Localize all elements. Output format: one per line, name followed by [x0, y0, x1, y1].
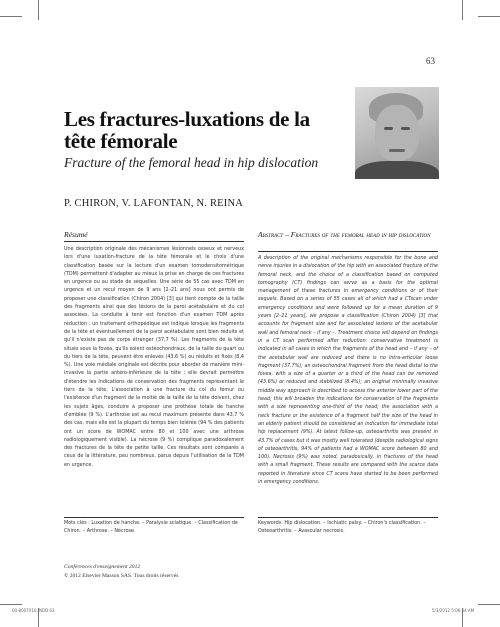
article-authors: P. CHIRON, V. LAFONTAN, N. REINA — [64, 198, 244, 209]
abstract-heading: Abstract – Fractures of the femoral head in hip dislocation — [258, 230, 431, 239]
resume-heading-rule — [64, 241, 244, 242]
crop-mark — [478, 16, 500, 17]
resume-heading: Résumé — [64, 230, 88, 239]
crop-mark — [0, 604, 22, 605]
resume-text: Une description originale des mécanismes lésionnels osseux et nerveux lors d'une luxation-fracture de la tête fémorale et le choix d'une classification basée sur la lecture d'un examen tomodensitométrique (TDM) permettent d'adapter au mieux la prise en charge de ces fractures en urgence ou au stade de séquelles. Une série de 55 cas avec TDM en urgence et un recul moyen de 9 ans [2–21 ans] nous ont permis de proposer une classification (Chiron 2004) [3] qui tient compte de la taille des fragments ainsi que des lésions de la paroi acétabulaire et du col associées. La conduite à tenir est fonction d'un examen TDM après réduction : un traitement orthopédique est indiqué lorsque les fragments de la tête et éventuellement de la paroi acétabulaire sont bien réduits et qu'il n'existe pas de corps étranger (37,7 %). Les fragments de la tête situés sous la fovéa, qu'ils soient ostéochondraux, de la taille du quart ou du tiers de la tête, peuvent être enlevés (43,6 %) ou réduits et fixés (8,4 %). Une voie médiale originale est décrite pour aborder de manière mini-invasive la partie antéro-inférieure de la tête ; elle devrait permettre d'étendre les indications de conservation des fragments représentant le tiers de la tête. L'association à une fracture du col du fémur ou l'existence d'un fragment de la moitié de la taille de la tête doivent, chez les sujets âgés, conduire à proposer une prothèse totale de hanche d'emblée (9 %). L'arthrose est au recul maximum présente dans 43,7 % des cas, mais elle est la plupart du temps bien tolérée (94 % des patients ont un score de WOMAC entre 80 et 100 avec une arthrose radiologiquement visible). La nécrose (9 %) complique paradoxalement des fractures de la tête de petite taille. Ces résultats sont comparés à ceux de la littérature, peu nombreux, parus depuis l'utilisation de la TDM en urgence. — [64, 246, 244, 468]
abstract-heading-rule — [258, 251, 438, 252]
crop-mark — [38, 0, 39, 20]
print-slug-left: 00-8007X10.INDD 63 — [12, 608, 55, 613]
resume-keywords-rule — [64, 517, 244, 518]
footer-conference: Conférences d'enseignement 2012 — [64, 564, 141, 570]
footer-copyright: © 2012 Elsevier Masson SAS. Tous droits réservés — [64, 573, 179, 579]
resume-keywords: Mots clés : Luxation de hanche. – Paralysie sciatique. – Classification de Chiron. – Arthrose. – Nécrose. — [64, 520, 238, 535]
abstract-keywords: Keywords: Hip dislocation. – Ischiatic palsy. – Chiron's classification. – Osteoarthritis. – Avascular necrosis. — [258, 520, 426, 535]
article-title: Les fractures-luxations de la tête fémorale — [64, 107, 310, 153]
author-photo — [355, 87, 439, 179]
crop-mark — [462, 0, 463, 20]
abstract-keywords-rule — [258, 517, 438, 518]
page-number: 63 — [426, 56, 435, 66]
crop-mark — [478, 604, 500, 605]
abstract-text: A description of the original mechanisms responsible for the bone and nerve injuries in a dislocation of the hip with an associated fracture of the femoral neck, and the choice of a classification based on computed tomography (CT) findings can serve as a basis for the optimal management of these fractures in emergency conditions or of their sequels. Based on a series of 55 cases all of which had a CTscan under emergency conditions and were followed up for a mean duration of 9 years [2–21 years], we propose a classification (Chiron 2004) [3] that accounts for fragment size and for associated lesions of the acetabular wall and femoral neck – if any –. Treatment choice will depend on findings in a CT scan performed after reduction: conservative treatment is indicated in all cases in which the fragments of the head and – if any – of the acetabular wall are reduced and there is no intra-articular loose fragment (37.7%); an osteochondral fragment from the head distal to the fovea, with a size of a quarter or a third of the head can be removed (43.6%) or reduced and stabilized (8.4%); an original minimally invasive middle way approach is described to access the anterior lower part of the head; this will broaden the indications for conservation of the fragments with a size representing one-third of the head; the association with a neck fracture or the existence of a fragment half the size of the head in an elderly patient should be considered an indication for immediate total hip replacement (9%). At latest follow-up, osteoarthritis was present in 43.7% of cases but it was mostly well tolerated (despite radiological signs of osteoarthritis, 94% of patients had a WOMAC score between 80 and 100). Necrosis (9%) was noted, paradoxically, in fractures of the head with a small fragment. These results are compared with the scarce data reported in literature since CT scans have started to be been performed in emergency conditions. — [258, 255, 438, 486]
print-slug-right: 5/3/2012 5:06:54 AM — [432, 608, 475, 613]
article-subtitle: Fracture of the femoral head in hip dislocation — [64, 155, 319, 170]
crop-mark — [0, 16, 22, 17]
